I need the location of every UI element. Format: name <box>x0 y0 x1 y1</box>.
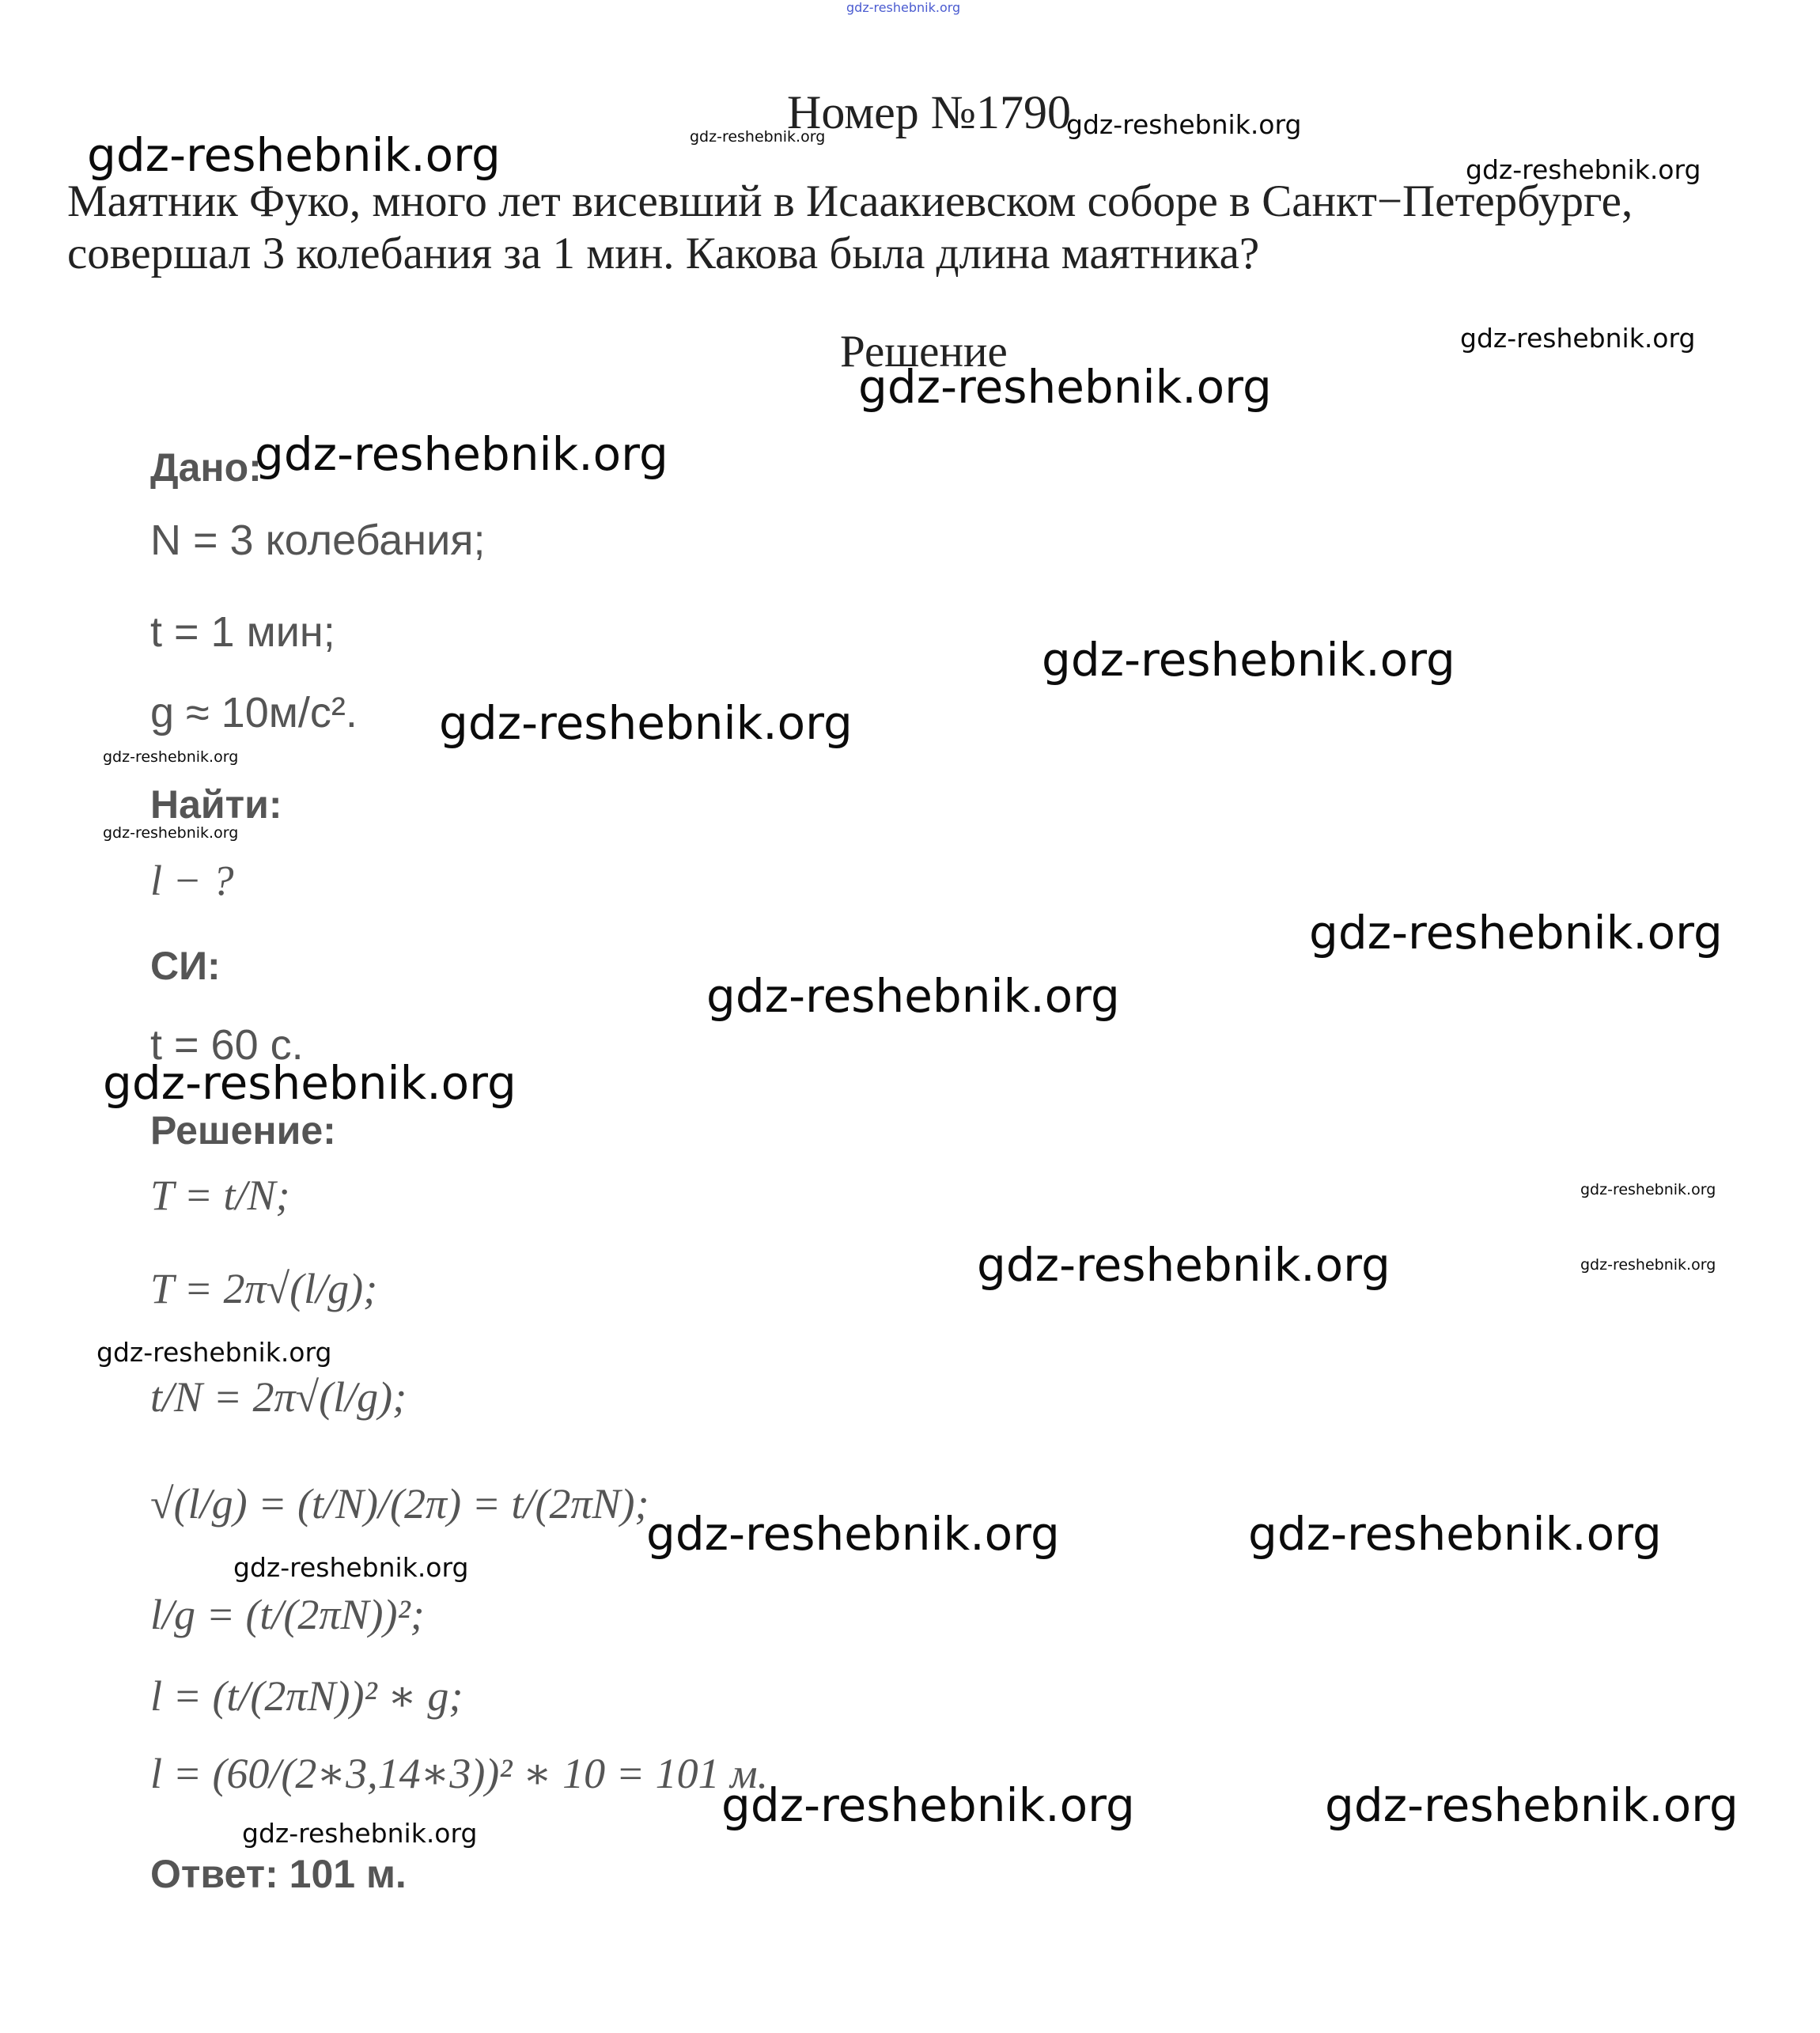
page-title: Номер №1790 <box>787 86 1072 138</box>
watermark: gdz-reshebnik.org <box>721 1778 1135 1832</box>
step-1: T = t/N; <box>150 1172 290 1219</box>
watermark: gdz-reshebnik.org <box>87 128 501 182</box>
solution-label: Решение: <box>150 1108 336 1153</box>
watermark: gdz-reshebnik.org <box>1248 1507 1662 1561</box>
watermark: gdz-reshebnik.org <box>1466 154 1701 185</box>
solution-heading: Решение <box>840 327 1008 377</box>
watermark: gdz-reshebnik.org <box>1042 633 1455 687</box>
watermark: gdz-reshebnik.org <box>706 969 1120 1023</box>
given-n: N = 3 колебания; <box>150 517 486 564</box>
watermark: gdz-reshebnik.org <box>1580 1256 1716 1274</box>
given-t: t = 1 мин; <box>150 608 335 656</box>
step-5: l/g = (t/(2πN))²; <box>150 1591 425 1638</box>
watermark: gdz-reshebnik.org <box>1066 109 1302 140</box>
watermark: gdz-reshebnik.org <box>858 360 1272 414</box>
watermark: gdz-reshebnik.org <box>255 427 668 481</box>
watermark: gdz-reshebnik.org <box>1580 1181 1716 1198</box>
step-2: T = 2π√(l/g); <box>150 1265 378 1312</box>
step-4: √(l/g) = (t/N)/(2π) = t/(2πN); <box>150 1480 649 1528</box>
watermark: gdz-reshebnik.org <box>646 1507 1060 1561</box>
step-7: l = (60/(2∗3,14∗3))² ∗ 10 = 101 м. <box>150 1750 769 1797</box>
given-label: Дано: <box>150 445 262 490</box>
watermark: gdz-reshebnik.org <box>103 748 239 766</box>
watermark: gdz-reshebnik.org <box>233 1552 469 1583</box>
si-label: СИ: <box>150 944 221 988</box>
si-value: t = 60 с. <box>150 1021 304 1069</box>
watermark: gdz-reshebnik.org <box>439 696 853 750</box>
watermark: gdz-reshebnik.org <box>1460 323 1696 354</box>
watermark: gdz-reshebnik.org <box>103 824 239 842</box>
step-3: t/N = 2π√(l/g); <box>150 1373 407 1421</box>
watermark: gdz-reshebnik.org <box>103 1056 516 1110</box>
watermark: gdz-reshebnik.org <box>977 1238 1391 1292</box>
problem-text: Маятник Фуко, много лет висевший в Исаакиевском соборе в Санкт−Петербурге, совершал 3 колебания за 1 мин. Какова была длина маятника? <box>67 176 1633 278</box>
answer: Ответ: 101 м. <box>150 1852 407 1896</box>
given-g: g ≈ 10м/с². <box>150 689 358 736</box>
watermark: gdz-reshebnik.org <box>1325 1778 1739 1832</box>
step-6: l = (t/(2πN))² ∗ g; <box>150 1672 464 1720</box>
watermark-top: gdz-reshebnik.org <box>846 0 961 15</box>
watermark: gdz-reshebnik.org <box>690 128 826 146</box>
watermark: gdz-reshebnik.org <box>96 1337 332 1368</box>
find-label: Найти: <box>150 782 282 827</box>
watermark: gdz-reshebnik.org <box>1309 906 1723 960</box>
find-value: l − ? <box>150 857 234 904</box>
watermark: gdz-reshebnik.org <box>242 1818 478 1849</box>
